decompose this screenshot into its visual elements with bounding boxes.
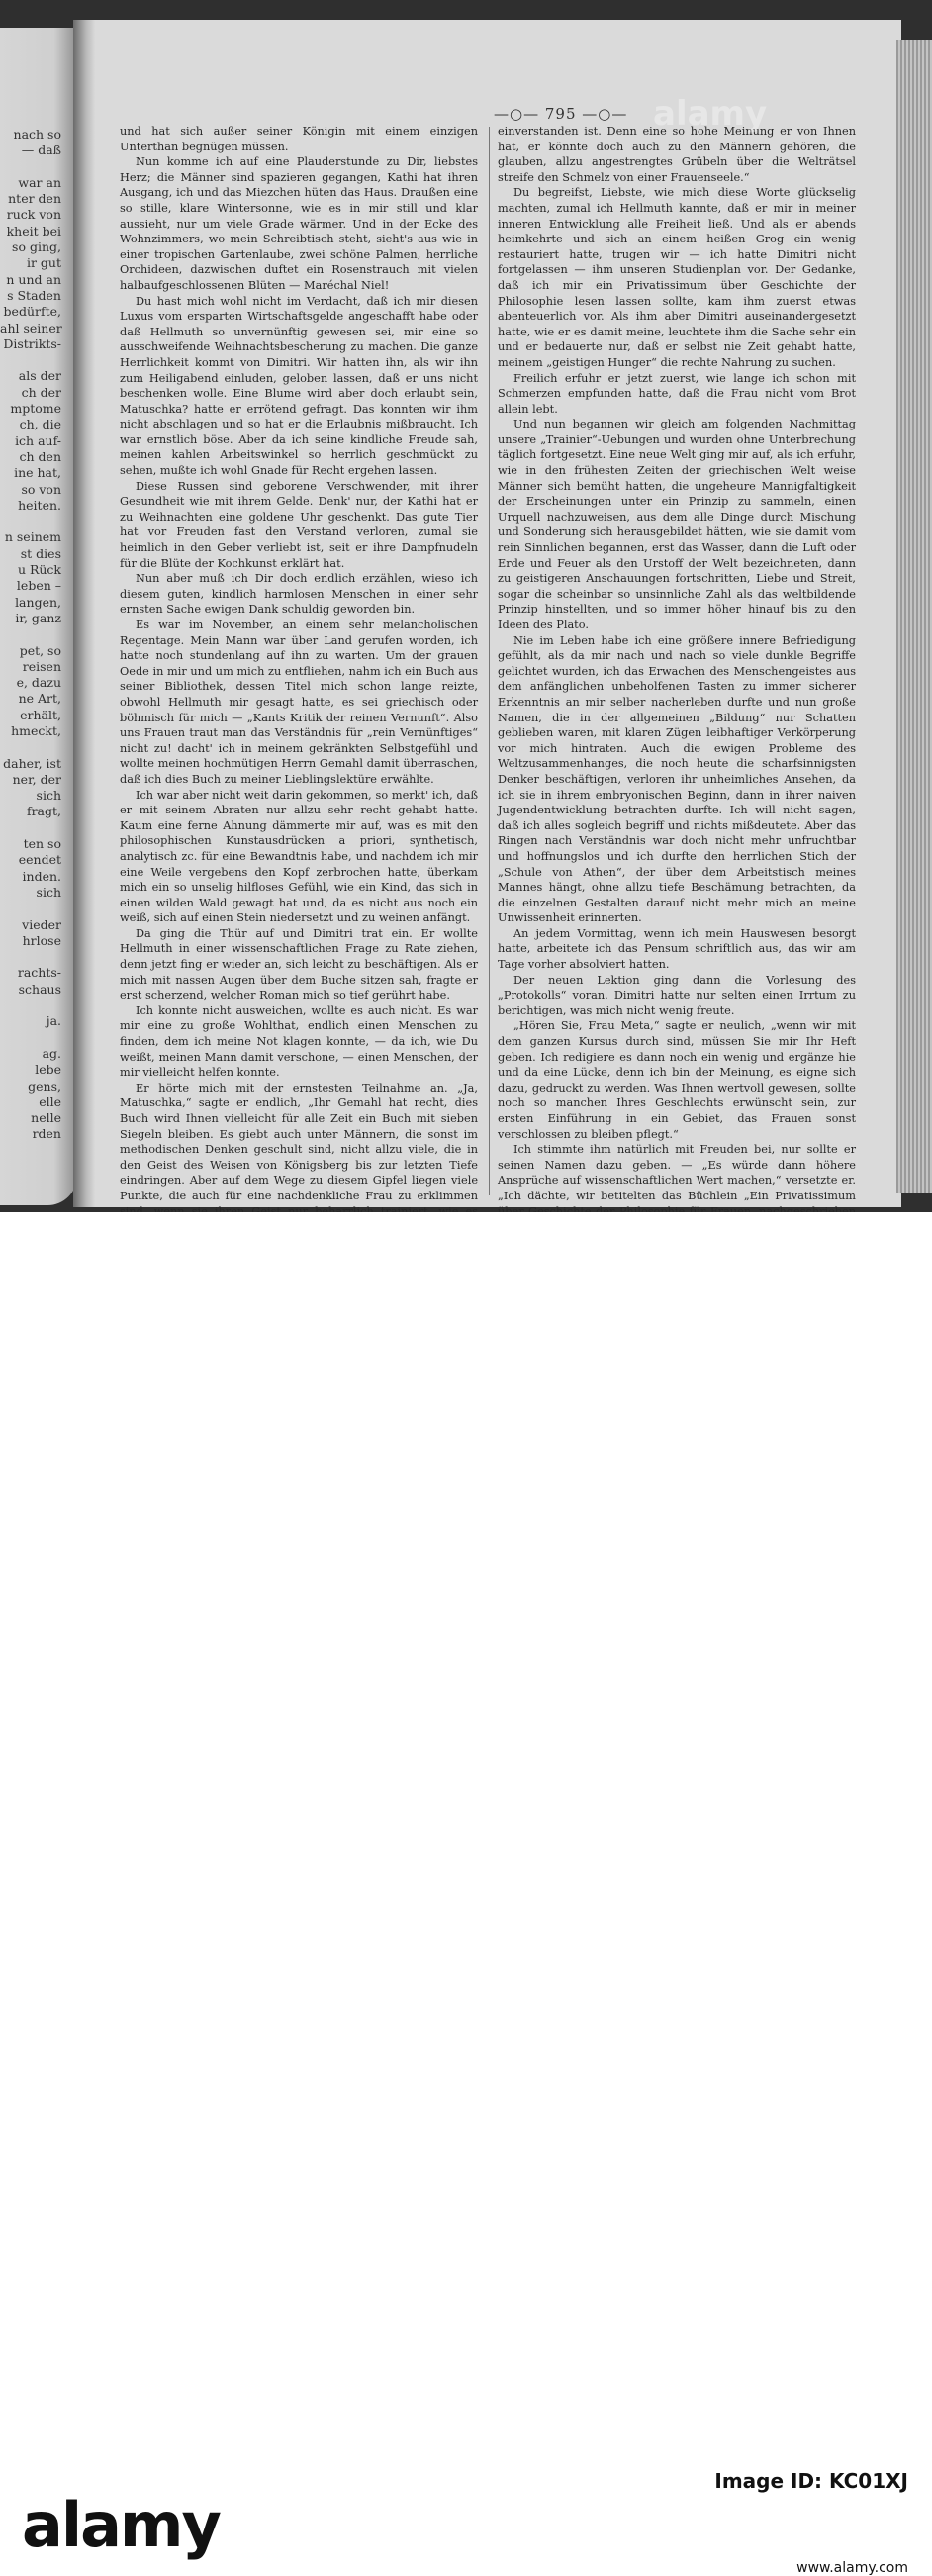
left-edge-line: s Staden [7,287,61,303]
left-edge-line [0,998,61,1013]
left-edge-line: e, dazu [16,675,61,691]
paragraph: Nun komme ich auf eine Plauderstunde zu Dir, liebstes Herz; die Männer sind spazieren gegangen, Kathi hat ihren Ausgang, ich und das Miezchen hüten das Haus. Draußen eine so stille, klare Wintersonne, wie es in mir still und klar aussieht, nur um viele Grade wärmer. Und in der Ecke des Wohnzimmers, wo mein Schreibtisch steht, sieht's aus wie in einer tropischen Gartenlaube, zwei schöne Palmen, herrliche Orchideen, dazwischen duftet ein Rosenstrauch mit vielen halbaufgeschlossenen Blüten — Maréchal Niel! [120,155,478,292]
paragraph: Ich konnte nicht ausweichen, wollte es auch nicht. Es war mir eine zu große Wohlthat, endlich einen Menschen zu finden, dem ich meine Not klagen konnte, — da ich, wie Du weißt, meinen Mann damit verschone, — einen Menschen, der mir vielleicht helfen konnte. [120,1003,478,1080]
left-edge-line: vieder [22,916,61,932]
paragraph: Da ging die Thür auf und Dimitri trat ein. Er wollte Hellmuth in einer wissenschaftlichen Frage zu Rate ziehen, denn jetzt fing er wieder an, sich leicht zu beschäftigen. Als er mich mit nassen Augen über dem Buche sitzen sah, fragte er erst scherzend, welcher Roman mich so tief gerührt habe. [120,926,478,1002]
left-edge-line: hrlose [22,932,61,948]
left-edge-line: ag. [42,1045,61,1061]
left-edge-line: ahl seiner [0,320,62,335]
left-edge-line: fragt, [26,804,61,819]
left-edge-line: daher, ist [3,755,61,771]
left-edge-line: ir, ganz [15,610,61,625]
paragraph: Es war im November, an einem sehr melancholischen Regentage. Mein Mann war über Land gerufen worden, ich hatte noch stundenlang auf ihn zu warten. Um der grauen Oede in mir und um mich zu entfliehen, nahm ich ein Buch aus seiner Bibliothek, dessen Titel mich schon lange reizte, obwohl Hellmuth mir gesagt hatte, es sei griechisch oder böhmisch für mich — „Kants Kritik der reinen Vernunft“. Also uns Frauen traut man das Verständnis für „rein Vernünftiges“ nicht zu! dacht' ich in meinem gekränkten Selbstgefühl und wollte meinen hochmütigen Herrn Gemahl damit überraschen, daß ich dies Buch zu meiner Lieblingslektüre erwählte. [120,619,478,786]
column-divider [489,127,490,1195]
page-number: —○— 795 —○— [494,105,628,123]
book-gutter [73,20,95,1207]
right-page [79,20,901,1207]
paragraph: Freilich erfuhr er jetzt zuerst, wie lange ich schon mit Schmerzen empfunden hatte, daß die Frau nicht vom Brot allein lebt. [498,371,856,416]
left-edge-line: Distrikts- [3,335,61,351]
paragraph: Ich war aber nicht weit darin gekommen, so merkt' ich, daß er mit seinem Abraten nur allzu sehr recht gehabt hatte. Kaum eine ferne Ahnung dämmerte mir auf, was es mit den philosophischen Kunstausdrücken a priori, synthetisch, analytisch zc. für eine Bewandtnis habe, und nachdem ich mir eine Weile vergebens den Kopf zerbrochen hatte, überkam mich ein so unselig hilfloses Gefühl, wie ein Kind, das sich in einen wilden Wald gewagt hat und, da es nicht aus noch ein weiß, sich auf einen Stein niedersetzt und zu weinen anfängt. [120,788,478,925]
left-edge-line: erhält, [20,707,61,722]
left-edge-line: u Rück [17,562,61,578]
paragraph: Und nun begannen wir gleich am folgenden Nachmittag unsere „Trainier“-Uebungen und wurden ohne Unterbrechung täglich fortgesetzt. Eine neue Welt ging mir auf, als ich erfuhr, wie in den frühesten Zeiten der griechischen Welt weise Männer sich bemüht hatten, die ungeheure Mannigfaltigkeit der Erscheinungen unter ein Prinzip zu sammeln, einen Urquell nachzuweisen, aus dem alle Dinge durch Mischung und Sonderung sich herausgebildet hätten, wie sie damit vom rein Sinnlichen begannen, erst das Wasser, dann die Luft oder Erde und Feuer als den Urstoff der Welt bezeichneten, dann zu geistigeren Anschauungen fortschritten, Liebe und Streit, sogar die scheinbar so unsinnliche Zahl als das weltbildende Prinzip hinstellten, und so immer höher hinauf bis zu den Ideen des Plato. [498,418,856,631]
paragraph: Der neuen Lektion ging dann die Vorlesung des „Protokolls“ voran. Dimitri hatte nur selten einen Irrtum zu berichtigen, was mich nicht wenig freute. [498,973,856,1017]
left-edge-line: so von [21,481,61,497]
paragraph: und hat sich außer seiner Königin mit einem einzigen Unterthan begnügen müssen. [120,125,478,153]
left-edge-line: heiten. [18,497,61,513]
left-edge-line: ch der [21,384,61,400]
left-page-edge [0,28,77,1205]
paragraph: Nie im Leben habe ich eine größere innere Befriedigung gefühlt, als da mir nach und nach so viele dunkle Begriffe gelichtet wurden, ich das Erwachen des Menschengeistes aus dem anfänglichen unbeholfenen Tasten zu immer sicherer Erkenntnis an mir selber nacherleben durfte und nun große Namen, die in der allgemeinen „Bildung“ nur Schatten geblieben waren, mit klaren Zügen leibhaftiger Verkörperung vor mich hintraten. Auch die ewigen Probleme des Weltzusammenhanges, die noch heute die scharfsinnigsten Denker beschäftigen, verloren ihr unheimliches Ansehen, da ich sie in ihrem embryonischen Beginn, dann in ihrer naiven Jugendentwicklung betrachten durfte. Ich will nicht sagen, daß ich alles sogleich begriff und nichts mißdeutete. Aber das Ringen nach Verständnis war doch nicht mehr unfruchtbar und hoffnungslos und ich durfte den herrlichen Stich der „Schule von Athen“, der über dem Arbeitstisch meines Mannes hängt, ohne allzu tiefe Beschämung betrachten, da die einzelnen Gestalten darauf nicht mehr mich an meine Unwissenheit erinnerten. [498,633,856,925]
left-edge-line: kheit bei [6,223,61,239]
left-edge-line: sich [36,884,61,900]
left-edge-line [0,901,61,916]
left-edge-line: schaus [18,981,61,997]
left-edge-line: ruck von [6,207,61,223]
left-edge-line [0,949,61,965]
paragraph: Ich stimmte ihm natürlich mit Freuden bei, nur sollte er seinen Namen dazu geben. — „Es würde dann höhere Ansprüche auf wissenschaftlichen Wert machen,“ versetzte er. „Ich dächte, wir betitelten das Büchlein „Ein Privatissimum [498,1143,856,1202]
left-edge-line: ich auf- [15,432,61,448]
left-edge-line [0,159,61,175]
paragraph: Du begreifst, Liebste, wie mich diese Worte glückselig machten, zumal ich Hellmuth kannte, daß er mir in meiner inneren Entwicklung alle Freiheit ließ. Und als er abends heimkehrte und sich an einem heißen Grog ein wenig restauriert hatte, trugen wir — ich hatte Dimitri nicht fortgelassen — ihm unseren Studienplan vor. Der Gedanke, daß ich mir ein Privatissimum über Geschichte der Philosophie lesen lassen sollte, kam ihm zuerst etwas abenteuerlich vor. Als ihm aber Dimitri auseinandergesetzt hatte, wie er es damit meine, leuchtete ihm die Sache sehr ein und er bedauerte nur, daß er selbst nie Zeit gehabt hatte, meinem „geistigen Hunger“ die rechte Nahrung zu suchen. [498,186,856,369]
left-edge-line: n seinem [4,529,61,545]
left-edge-line: lebe [35,1062,61,1078]
left-edge-line: langen, [15,594,61,610]
left-edge-line: ne Art, [18,691,61,707]
left-edge-line: pet, so [19,642,61,658]
image-id-code: Image ID: KC01XJ [714,2469,908,2493]
left-edge-line: so ging, [12,239,61,255]
left-edge-line: nach so [13,127,61,142]
left-edge-line: ten so [23,836,61,852]
site-url: www.alamy.com [796,2560,908,2576]
left-edge-line: eendet [18,852,61,868]
text-column-right [498,124,856,1327]
left-edge-line: nter den [8,191,61,207]
paragraph: Diese Russen sind geborene Verschwender, mit ihrer Gesundheit wie mit ihrem Gelde. Denk' nur, der Kathi hat er zu Weihnachten eine goldene Uhr geschenkt. Das gute Tier hat vor Freuden fast den Verstand verloren, zumal sie heimlich in den Geber verliebt ist, seit er ihre Dampfnudeln für die Blüte der Kochkunst erklärt hat. [120,479,478,570]
left-edge-line: als der [18,368,61,384]
stock-footer [0,1212,932,2576]
left-edge-line [0,514,61,529]
paragraph: Nun aber muß ich Dir doch endlich erzählen, wieso ich diesem guten, kindlich harmlosen Menschen in einer sehr ernsten Sache ewigen Dank schuldig geworden bin. [120,572,478,617]
page-stack-edge [896,40,932,1193]
left-edge-line: hmeckt, [11,722,61,738]
paragraph: einverstanden ist. Denn eine so hohe Meinung er von Ihnen hat, er könnte doch auch zu den Männern gehören, die glauben, allzu angestrengtes Grübeln über die Welträtsel streife den Schmelz von einer Frauenseele.“ [498,125,856,184]
left-edge-line: n und an [6,271,61,287]
left-edge-line [0,820,61,836]
left-edge-line: nelle [31,1110,61,1126]
book-scan [0,0,932,1212]
left-edge-line: bedürfte, [3,304,61,320]
left-edge-line: mptome [10,401,61,417]
left-edge-line: — daß [21,143,61,158]
paragraph: Er hörte mich mit der ernstesten Teilnahme an. „Ja, Matuschka,“ sagte er endlich, „Ihr Gemahl hat recht, dies Buch wird Ihnen vielleicht für alle Zeit ein Buch mit sieben Siegeln bleiben. Es giebt auch unter Männern, die sonst im methodischen Denken geschult sind, nicht allzu viele, die in den Geist des Weisen von Königsberg bis zur letzten Tiefe eindringen. Aber auf dem Wege zu diesem Gipfel liegen viele Punkte, die auch für eine nachdenkliche Frau zu erklimmen [120,1081,478,1202]
left-edge-line: reisen [22,658,61,674]
left-edge-line: ner, der [12,771,61,787]
left-edge-line: ch den [19,448,61,464]
left-edge-line: sich [36,788,61,804]
watermark: alamy [653,94,768,134]
left-edge-line: leben – [16,578,61,594]
left-edge-line: ja. [46,1013,61,1029]
left-edge-line: gens, [28,1078,61,1094]
alamy-logo: alamy [22,2489,220,2561]
left-edge-line [0,739,61,755]
left-edge-line: inden. [22,868,61,884]
paragraph: An jedem Vormittag, wenn ich mein Hauswesen besorgt hatte, arbeitete ich das Pensum schriftlich aus, das wir am Tage vorher absolviert hatten. [498,926,856,972]
left-edge-line [0,352,61,368]
left-edge-line [0,626,61,642]
paragraph: Du hast mich wohl nicht im Verdacht, daß ich mir diesen Luxus vom ersparten Wirtschaftsgelde angeschafft habe oder daß Hellmuth so unvernünftig gewesen sei, mir eine so ausschweifende Weihnachtsbescherung zu machen. Die ganze Herrlichkeit kommt von Dimitri. Wir hatten ihn, als wir ihn zum Heiligabend einluden, geloben lassen, daß er uns nicht beschenken wolle. Eine Blume wird aber doch erlaubt sein, Matuschka? hatte er errötend gefragt. Das konnten wir ihm nicht abschlagen und so hat er die Erlaubnis mißbraucht. Ich war ernstlich böse. Aber da ich seine kindliche Freude sah, meinen kahlen Arbeitswinkel so herrlich geschmückt zu sehen, mußte ich wohl Gnade für Recht ergehen lassen. [120,294,478,478]
left-edge-line: ch, die [19,417,61,432]
left-edge-line: st dies [20,545,61,561]
left-edge-line: rden [32,1126,61,1142]
text-column-left [120,124,478,1266]
left-edge-line: rachts- [17,965,61,981]
paragraph: „Hören Sie, Frau Meta,“ sagte er neulich, „wenn wir mit dem ganzen Kursus durch sind, müssen Sie mir Ihr Heft geben. Ich redigiere es dann noch ein wenig und ergänze hie und da eine Lücke, denn ich bin der Meinung, es eigne sich dazu, gedruckt zu werden. Was Ihnen wertvoll gewesen, sollte noch so manchen Ihres Geschlechts erwünscht sein, zur ersten Einführung in ein Gebiet, das Frauen sonst verschlossen zu bleiben pflegt.“ [498,1019,856,1141]
left-edge-line: ir gut [26,255,61,271]
left-edge-line: elle [39,1094,61,1109]
left-edge-line [0,1030,61,1046]
image-id [714,2469,908,2493]
left-edge-line: war an [18,174,61,190]
left-page-text [0,127,61,1143]
left-edge-line: ine hat, [14,465,61,481]
